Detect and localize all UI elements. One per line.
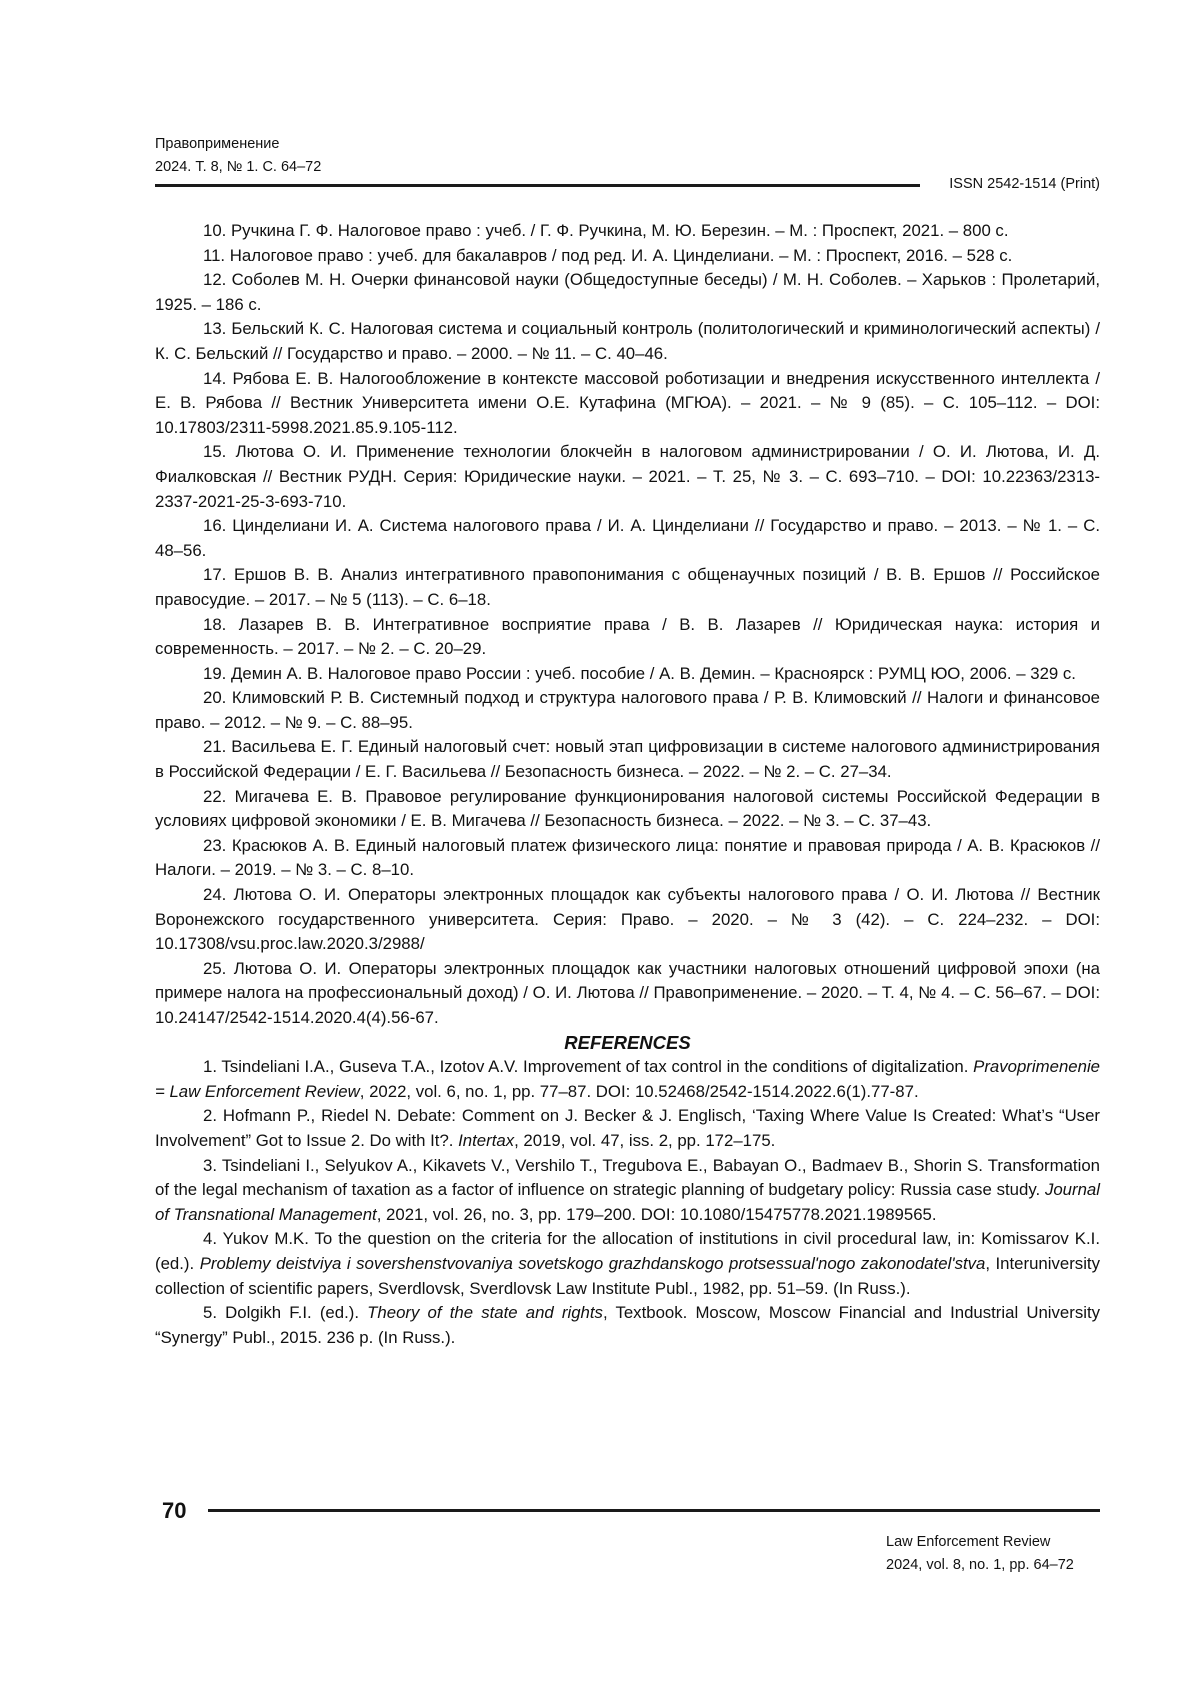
journal-citation-ru: 2024. Т. 8, № 1. С. 64–72 <box>155 156 321 179</box>
bibliography-item: 10. Ручкина Г. Ф. Налоговое право : учеб. / Г. Ф. Ручкина, М. Ю. Березин. – М. : Проспект, 2021. – 800 с. <box>155 219 1100 244</box>
bibliography-item: 20. Климовский Р. В. Системный подход и структура налогового права / Р. В. Климовский // Налоги и финансовое право. – 2012. – № 9. – С. 88–95. <box>155 686 1100 735</box>
page-body <box>155 219 1100 1350</box>
bibliography-item: 15. Лютова О. И. Применение технологии блокчейн в налоговом администрировании / О. И. Лютова, И. Д. Фиалковская // Вестник РУДН. Серия: Юридические науки. – 2021. – Т. 25, № 3. – С. 693–710. – DOI: 10.22363/2313-2337-2021-25-3-693-710. <box>155 440 1100 514</box>
bibliography-item: 23. Красюков А. В. Единый налоговый платеж физического лица: понятие и правовая природа / А. В. Красюков // Налоги. – 2019. – № 3. – С. 8–10. <box>155 834 1100 883</box>
running-header-left <box>155 133 321 179</box>
bibliography-item: 17. Ершов В. В. Анализ интегративного правопонимания с общенаучных позиций / В. В. Ершов // Российское правосудие. – 2017. – № 5 (113). – С. 6–18. <box>155 563 1100 612</box>
issn-label: ISSN 2542-1514 (Print) <box>949 176 1100 192</box>
bibliography-item: 22. Мигачева Е. В. Правовое регулирование функционирования налоговой системы Российской Федерации в условиях цифровой экономики / Е. В. Мигачева // Безопасность бизнеса. – 2022. – № 3. – С. 37–43. <box>155 785 1100 834</box>
bibliography-item: 18. Лазарев В. В. Интегративное восприятие права / В. В. Лазарев // Юридическая наука: история и современность. – 2017. – № 2. – С. 20–29. <box>155 613 1100 662</box>
header-rule <box>155 184 920 187</box>
bibliography-item: 19. Демин А. В. Налоговое право России : учеб. пособие / А. В. Демин. – Красноярск : РУМЦ ЮО, 2006. – 329 с. <box>155 662 1100 687</box>
bibliography-list-ru <box>155 219 1100 1031</box>
reference-item: 1. Tsindeliani I.A., Guseva T.A., Izotov A.V. Improvement of tax control in the conditions of digitalization. Pravoprimenenie = Law Enforcement Review, 2022, vol. 6, no. 1, pp. 77–87. DOI: 10.52468/2542-1514.2022.6(1).77-87. <box>155 1055 1100 1104</box>
bibliography-item: 16. Цинделиани И. А. Система налогового права / И. А. Цинделиани // Государство и право. – 2013. – № 1. – С. 48–56. <box>155 514 1100 563</box>
bibliography-item: 25. Лютова О. И. Операторы электронных площадок как участники налоговых отношений цифровой эпохи (на примере налога на профессиональный доход) / О. И. Лютова // Правоприменение. – 2020. – Т. 4, № 4. – С. 56–67. – DOI: 10.24147/2542-1514.2020.4(4).56-67. <box>155 957 1100 1031</box>
bibliography-item: 21. Васильева Е. Г. Единый налоговый счет: новый этап цифровизации в системе налогового администрирования в Российской Федерации / Е. Г. Васильева // Безопасность бизнеса. – 2022. – № 2. – С. 27–34. <box>155 735 1100 784</box>
footer-rule <box>208 1509 1100 1512</box>
reference-item: 2. Hofmann P., Riedel N. Debate: Comment on J. Becker & J. Englisch, ‘Taxing Where Value Is Created: What’s “User Involvement” Got to Issue 2. Do with It?. Intertax, 2019, vol. 47, iss. 2, pp. 172–175. <box>155 1104 1100 1153</box>
reference-item: 5. Dolgikh F.I. (ed.). Theory of the state and rights, Textbook. Moscow, Moscow Financial and Industrial University “Synergy” Publ., 2015. 236 p. (In Russ.). <box>155 1301 1100 1350</box>
bibliography-item: 14. Рябова Е. В. Налогообложение в контексте массовой роботизации и внедрения искусственного интеллекта / Е. В. Рябова // Вестник Университета имени О.Е. Кутафина (МГЮА). – 2021. – № 9 (85). – С. 105–112. – DOI: 10.17803/2311-5998.2021.85.9.105-112. <box>155 367 1100 441</box>
reference-item: 3. Tsindeliani I., Selyukov A., Kikavets V., Vershilo T., Tregubova E., Babayan O., Badmaev B., Shorin S. Transformation of the legal mechanism of taxation as a factor of influence on strategic planning of budgetary policy: Russia case study. Journal of Transnational Management, 2021, vol. 26, no. 3, pp. 179–200. DOI: 10.1080/15475778.2021.1989565. <box>155 1154 1100 1228</box>
references-heading: REFERENCES <box>155 1031 1100 1056</box>
bibliography-item: 12. Соболев М. Н. Очерки финансовой науки (Общедоступные беседы) / М. Н. Соболев. – Харьков : Пролетарий, 1925. – 186 с. <box>155 268 1100 317</box>
journal-title-en: Law Enforcement Review <box>886 1531 1074 1554</box>
page-number: 70 <box>162 1498 186 1524</box>
bibliography-item: 24. Лютова О. И. Операторы электронных площадок как субъекты налогового права / О. И. Лютова // Вестник Воронежского государственного университета. Серия: Право. – 2020. – № 3 (42). – С. 224–232. – DOI: 10.17308/vsu.proc.law.2020.3/2988/ <box>155 883 1100 957</box>
bibliography-item: 11. Налоговое право : учеб. для бакалавров / под ред. И. А. Цинделиани. – М. : Проспект, 2016. – 528 с. <box>155 244 1100 269</box>
bibliography-item: 13. Бельский К. С. Налоговая система и социальный контроль (политологический и криминологический аспекты) / К. С. Бельский // Государство и право. – 2000. – № 11. – С. 40–46. <box>155 317 1100 366</box>
running-footer-right <box>886 1531 1074 1577</box>
reference-item: 4. Yukov M.K. To the question on the criteria for the allocation of institutions in civil procedural law, in: Komissarov K.I. (ed.). Problemy deistviya i sovershenstvovaniya sovetskogo grazhdanskogo protsessual'nogo zakonodatel'stva, Interuniversity collection of scientific papers, Sverdlovsk, Sverdlovsk Law Institute Publ., 1982, pp. 51–59. (In Russ.). <box>155 1227 1100 1301</box>
journal-title-ru: Правоприменение <box>155 133 321 156</box>
references-list <box>155 1055 1100 1350</box>
journal-citation-en: 2024, vol. 8, no. 1, pp. 64–72 <box>886 1554 1074 1577</box>
